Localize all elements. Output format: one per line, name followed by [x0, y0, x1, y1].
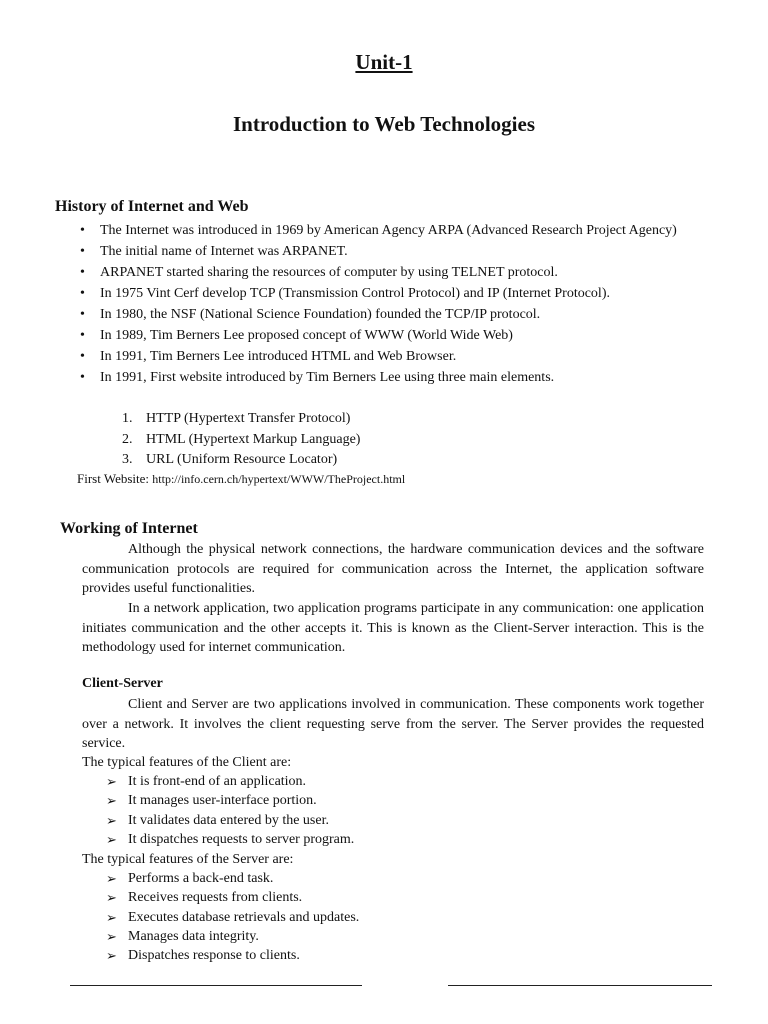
list-item-text: In 1975 Vint Cerf develop TCP (Transmission Control Protocol) and IP (Internet Protocol).	[100, 286, 610, 301]
list-item-text: It is front-end of an application.	[128, 774, 307, 789]
bullet-icon: •	[80, 286, 85, 301]
list-number: 2.	[122, 431, 133, 447]
arrow-bullet-icon: ➢	[106, 909, 117, 925]
list-item-text: ARPANET started sharing the resources of computer by using TELNET protocol.	[100, 265, 558, 280]
list-item-text: It validates data entered by the user.	[128, 812, 329, 828]
list-item	[78, 305, 698, 324]
bullet-icon: •	[80, 307, 85, 322]
list-item	[78, 284, 698, 303]
working-paragraph-1: Although the physical network connections, the hardware communication devices and the software communication protocols are required for communication across the Internet, the application software provides useful functionalities.	[82, 542, 704, 596]
arrow-bullet-icon: ➢	[106, 871, 117, 886]
list-item	[78, 263, 698, 282]
bullet-icon: •	[80, 328, 85, 343]
list-item-text: Receives requests from clients.	[128, 890, 303, 906]
arrow-bullet-icon: ➢	[106, 812, 117, 828]
first-website-line	[77, 471, 405, 487]
history-bullet-list	[78, 221, 698, 389]
list-item	[106, 869, 359, 888]
server-features-label: The typical features of the Server are:	[82, 852, 294, 867]
list-item	[78, 221, 698, 240]
list-item	[78, 326, 698, 345]
list-item-text: URL (Uniform Resource Locator)	[146, 452, 338, 467]
list-item-text: In 1991, First website introduced by Tim Berners Lee using three main elements.	[100, 370, 555, 385]
list-number: 1.	[122, 411, 133, 426]
history-heading: History of Internet and Web	[55, 198, 249, 215]
footer-divider-left	[70, 985, 362, 986]
working-heading: Working of Internet	[60, 520, 198, 537]
list-item	[122, 409, 360, 430]
bullet-icon: •	[80, 370, 85, 385]
arrow-bullet-icon: ➢	[106, 793, 117, 809]
list-item-text: HTML (Hypertext Markup Language)	[146, 431, 361, 447]
bullet-icon: •	[80, 265, 85, 280]
list-item-text: Dispatches response to clients.	[128, 948, 300, 964]
list-item-text: It manages user-interface portion.	[128, 793, 317, 809]
list-item-text: In 1989, Tim Berners Lee proposed concept of WWW (World Wide Web)	[100, 328, 513, 343]
client-server-paragraph: Client and Server are two applications involved in communication. These components work together over a network. It involves the client requesting serve from the server. The Server provides the requested service.	[82, 697, 704, 751]
elements-numbered-list	[122, 409, 360, 471]
list-item-text: Manages data integrity.	[128, 928, 259, 944]
list-item	[122, 430, 360, 451]
client-features-label: The typical features of the Client are:	[82, 755, 292, 770]
server-features-list	[106, 869, 359, 965]
list-item-text: In 1991, Tim Berners Lee introduced HTML and Web Browser.	[100, 349, 457, 364]
client-server-heading: Client-Server	[82, 676, 163, 691]
list-item	[106, 908, 359, 927]
client-features-list	[106, 772, 354, 849]
list-item	[106, 811, 354, 830]
list-item-text: It dispatches requests to server program.	[128, 831, 355, 847]
arrow-bullet-icon: ➢	[106, 948, 117, 964]
list-item	[78, 368, 698, 387]
list-item	[106, 791, 354, 810]
working-paragraph-2: In a network application, two application programs participate in any communication: one application initiates communication and the other accepts it. This is known as the Client-Server interaction. This is the methodology used for internet communication.	[82, 601, 704, 655]
arrow-bullet-icon: ➢	[106, 831, 117, 847]
first-website-url: http://info.cern.ch/hypertext/WWW/TheProject.html	[152, 472, 406, 486]
list-item-text: In 1980, the NSF (National Science Foundation) founded the TCP/IP protocol.	[100, 307, 541, 322]
list-item	[106, 946, 359, 965]
list-item-text: HTTP (Hypertext Transfer Protocol)	[146, 411, 351, 426]
list-item-text: The initial name of Internet was ARPANET.	[100, 244, 348, 259]
list-item	[122, 450, 360, 471]
list-item-text: Performs a back-end task.	[128, 871, 274, 886]
unit-title: Unit-1	[355, 50, 413, 74]
list-item	[78, 347, 698, 366]
list-item	[106, 927, 359, 946]
list-item-text: The Internet was introduced in 1969 by American Agency ARPA (Advanced Research Project Agency)	[100, 223, 677, 238]
bullet-icon: •	[80, 349, 85, 364]
arrow-bullet-icon: ➢	[106, 928, 117, 944]
first-website-label: First Website:	[77, 471, 153, 486]
list-item	[106, 772, 354, 791]
arrow-bullet-icon: ➢	[106, 774, 117, 789]
footer-divider-right	[448, 985, 712, 986]
list-item	[106, 888, 359, 907]
bullet-icon: •	[80, 244, 85, 259]
list-number: 3.	[122, 452, 133, 467]
bullet-icon: •	[80, 223, 85, 238]
list-item-text: Executes database retrievals and updates.	[128, 909, 360, 925]
list-item	[78, 242, 698, 261]
list-item	[106, 830, 354, 849]
arrow-bullet-icon: ➢	[106, 890, 117, 906]
page-title: Introduction to Web Technologies	[232, 112, 536, 136]
